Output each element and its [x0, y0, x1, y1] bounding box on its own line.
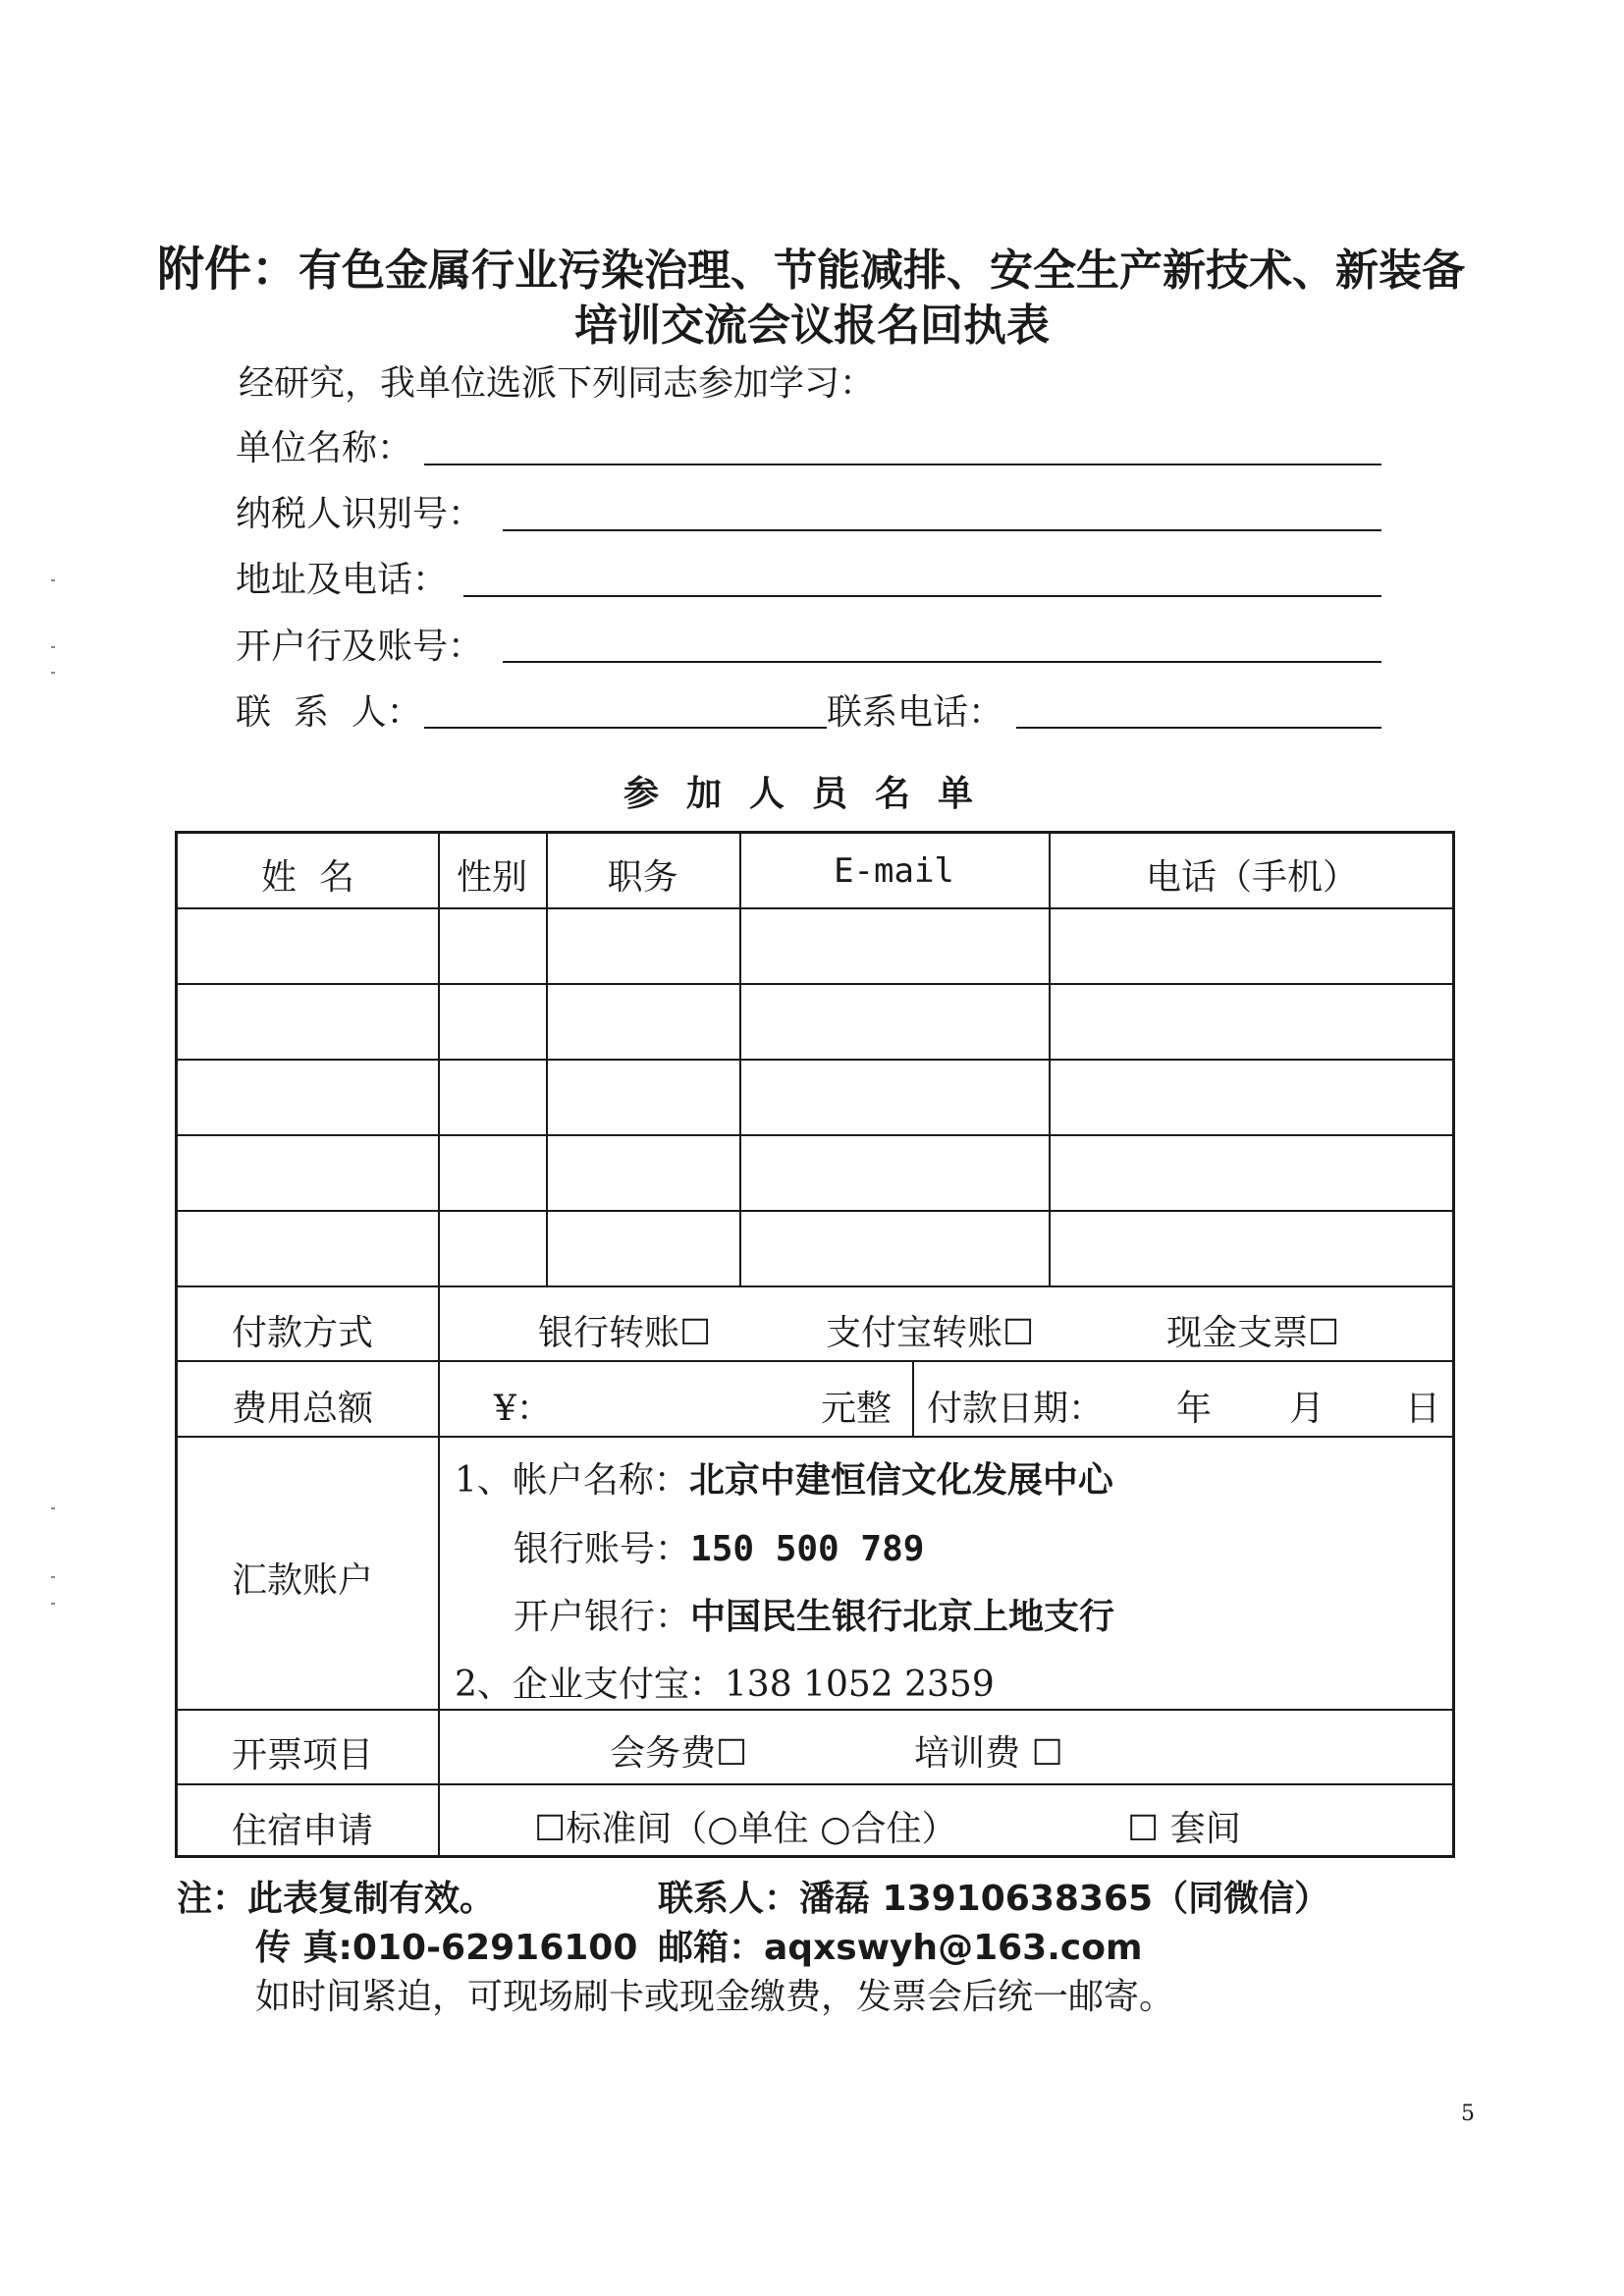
- participant-rows[interactable]: [178, 909, 1452, 1284]
- participants-title: 参加人员名单: [623, 774, 1001, 814]
- suite-option[interactable]: ☐ 套间: [1127, 1809, 1241, 1849]
- note-copy-valid: 注：此表复制有效。: [177, 1879, 496, 1919]
- scan-speck: [51, 646, 55, 648]
- bank-number-value: 150 500 789: [690, 1529, 925, 1569]
- total-amount-label: 费用总额: [232, 1389, 374, 1429]
- alipay-account: 2、企业支付宝：138 1052 2359: [455, 1665, 995, 1705]
- note-contact: 联系人：潘磊 13910638365（同微信）: [658, 1879, 1330, 1919]
- meeting-fee-checkbox[interactable]: 会务费☐: [610, 1733, 748, 1774]
- account-name-value: 北京中建恒信文化发展中心: [688, 1460, 1113, 1501]
- header-gender: 性别: [456, 857, 527, 898]
- header-position: 职务: [607, 857, 678, 898]
- invoice-item-label: 开票项目: [232, 1735, 374, 1776]
- amount-field[interactable]: [590, 1364, 821, 1423]
- remit-account-label: 汇款账户: [232, 1560, 374, 1601]
- month-label: 月: [1289, 1389, 1326, 1429]
- standard-room-option[interactable]: ☐标准间（○单住 ○合住）: [534, 1809, 957, 1849]
- header-name: 姓 名: [261, 857, 354, 898]
- amount-unit: 元整: [821, 1389, 893, 1429]
- unit-name-label: 单位名称：: [236, 428, 413, 468]
- contact-label: 联 系 人：: [236, 692, 422, 733]
- currency-symbol: ¥：: [494, 1389, 552, 1429]
- scan-speck: [51, 1576, 55, 1578]
- unit-name-field[interactable]: [424, 464, 1381, 465]
- address-phone-field[interactable]: [463, 595, 1381, 597]
- bank-transfer-checkbox[interactable]: 银行转账☐: [538, 1313, 712, 1353]
- form-title-line1: [157, 231, 1465, 299]
- col-divider: [912, 1360, 914, 1436]
- row-divider: [178, 1783, 1452, 1785]
- year-label: 年: [1176, 1389, 1213, 1429]
- contact-field[interactable]: [424, 727, 827, 729]
- page-number: 5: [1461, 2102, 1475, 2126]
- header-email: E-mail: [834, 851, 954, 891]
- scan-speck: [51, 579, 55, 581]
- remit-line2: [514, 1521, 924, 1571]
- participants-table: [175, 831, 1455, 1858]
- bank-account-label: 开户行及账号：: [236, 627, 484, 667]
- row-divider: [178, 1285, 1452, 1287]
- payment-method-label: 付款方式: [232, 1313, 374, 1353]
- row-divider: [178, 1709, 1452, 1711]
- account-name-label: 1、帐户名称：: [455, 1460, 689, 1501]
- alipay-transfer-checkbox[interactable]: 支付宝转账☐: [826, 1313, 1035, 1353]
- row-divider: [178, 1360, 1452, 1362]
- note-fax: 传 真:010-62916100: [255, 1928, 638, 1968]
- day-label: 日: [1405, 1389, 1441, 1429]
- bank-name-label: 开户银行：: [514, 1597, 691, 1637]
- form-title-line2: 培训交流会议报名回执表: [574, 301, 1050, 351]
- cash-check-checkbox[interactable]: 现金支票☐: [1166, 1313, 1340, 1353]
- scan-speck: [51, 1603, 55, 1605]
- contact-phone-field[interactable]: [1016, 727, 1381, 729]
- header-phone: 电话（手机）: [1145, 857, 1358, 898]
- bank-account-field[interactable]: [503, 661, 1381, 663]
- note-email: 邮箱：aqxswyh@163.com: [658, 1928, 1143, 1968]
- lodging-label: 住宿申请: [232, 1811, 374, 1851]
- intro-text: 经研究，我单位选派下列同志参加学习：: [239, 363, 876, 404]
- remit-line3: [514, 1589, 1114, 1639]
- taxpayer-id-field[interactable]: [503, 529, 1381, 531]
- row-divider: [178, 1436, 1452, 1438]
- note-payment-info: 如时间紧迫，可现场刷卡或现金缴费，发票会后统一邮寄。: [255, 1977, 1175, 2017]
- payment-date-label: 付款日期：: [927, 1389, 1105, 1429]
- address-phone-label: 地址及电话：: [236, 560, 449, 600]
- scan-speck: [51, 672, 55, 674]
- contact-phone-label: 联系电话：: [827, 692, 1004, 733]
- title-text: 有色金属行业污染治理、节能减排、安全生产新技术、新装备: [298, 246, 1466, 296]
- taxpayer-id-label: 纳税人识别号：: [236, 494, 484, 534]
- training-fee-checkbox[interactable]: 培训费 ☐: [914, 1733, 1063, 1774]
- scan-speck: [51, 1507, 55, 1509]
- remit-line1: [455, 1452, 1113, 1503]
- bank-number-label: 银行账号：: [514, 1529, 691, 1569]
- bank-name-value: 中国民生银行北京上地支行: [690, 1597, 1115, 1637]
- title-prefix: 附件：: [157, 242, 299, 297]
